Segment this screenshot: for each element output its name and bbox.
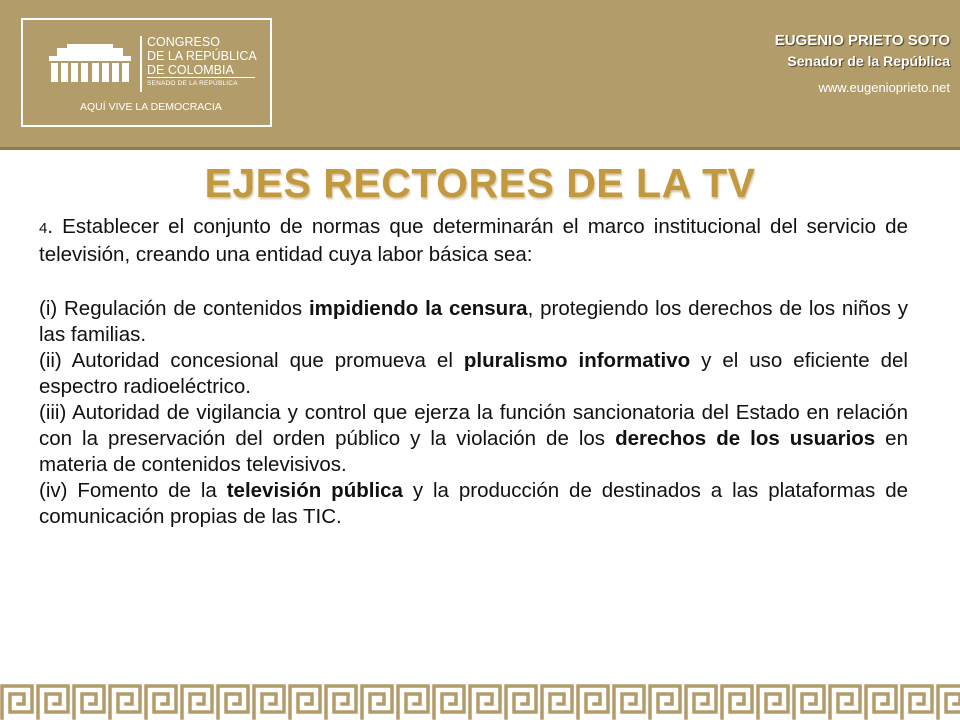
logo-text-line1: CONGRESO <box>147 35 220 49</box>
intro-text: . Establecer el conjunto de normas que determinarán el marco institucional del servicio de televisión, creando una entidad cuya labor básica sea: <box>39 215 908 266</box>
senator-role: Senador de la República <box>787 53 950 69</box>
list-item <box>39 400 908 478</box>
list-item <box>39 348 908 400</box>
item-text: (iii) Autoridad de vigilancia y control que ejerza la función sancionatoria del Estado en relación con la preservación del orden público y la violación de los <box>39 401 908 450</box>
greek-key-border <box>0 684 960 720</box>
logo-text-line3: DE COLOMBIA <box>147 63 234 77</box>
capitol-building-icon <box>47 42 133 84</box>
header-banner <box>0 0 960 150</box>
senator-name: EUGENIO PRIETO SOTO <box>774 32 950 49</box>
logo-text-line2: DE LA REPÚBLICA <box>147 49 257 63</box>
logo-slogan: AQUÍ VIVE LA DEMOCRACIA <box>80 101 222 113</box>
item-text: (i) Regulación de contenidos <box>39 297 309 320</box>
congress-logo <box>21 18 272 127</box>
slide-title: EJES RECTORES DE LA TV <box>204 160 756 206</box>
slide-body <box>39 214 908 530</box>
item-text: en materia de contenidos televisivos. <box>39 427 908 476</box>
item-text: (iv) Fomento de la <box>39 479 227 502</box>
item-text: y la producción de destinados a las plataformas de comunicación propias de las TIC. <box>39 479 908 528</box>
logo-divider <box>140 36 142 92</box>
item-emphasis: pluralismo informativo <box>463 349 691 372</box>
senator-website: www.eugenioprieto.net <box>818 80 950 95</box>
item-emphasis: derechos de los usuarios <box>615 427 876 450</box>
item-text: y el uso eficiente del espectro radioeléctrico. <box>39 349 908 398</box>
intro-number: 4 <box>39 220 48 237</box>
item-emphasis: impidiendo la censura <box>308 297 528 320</box>
list-item <box>39 296 908 348</box>
list-item <box>39 478 908 530</box>
logo-underline <box>147 77 255 78</box>
item-emphasis: televisión pública <box>226 479 403 502</box>
logo-text-line4: SENADO DE LA REPÚBLICA <box>147 80 238 87</box>
item-text: , protegiendo los derechos de los niños y las familias. <box>39 297 908 346</box>
item-text: (ii) Autoridad concesional que promueva el <box>39 349 464 372</box>
intro-paragraph <box>39 214 908 268</box>
